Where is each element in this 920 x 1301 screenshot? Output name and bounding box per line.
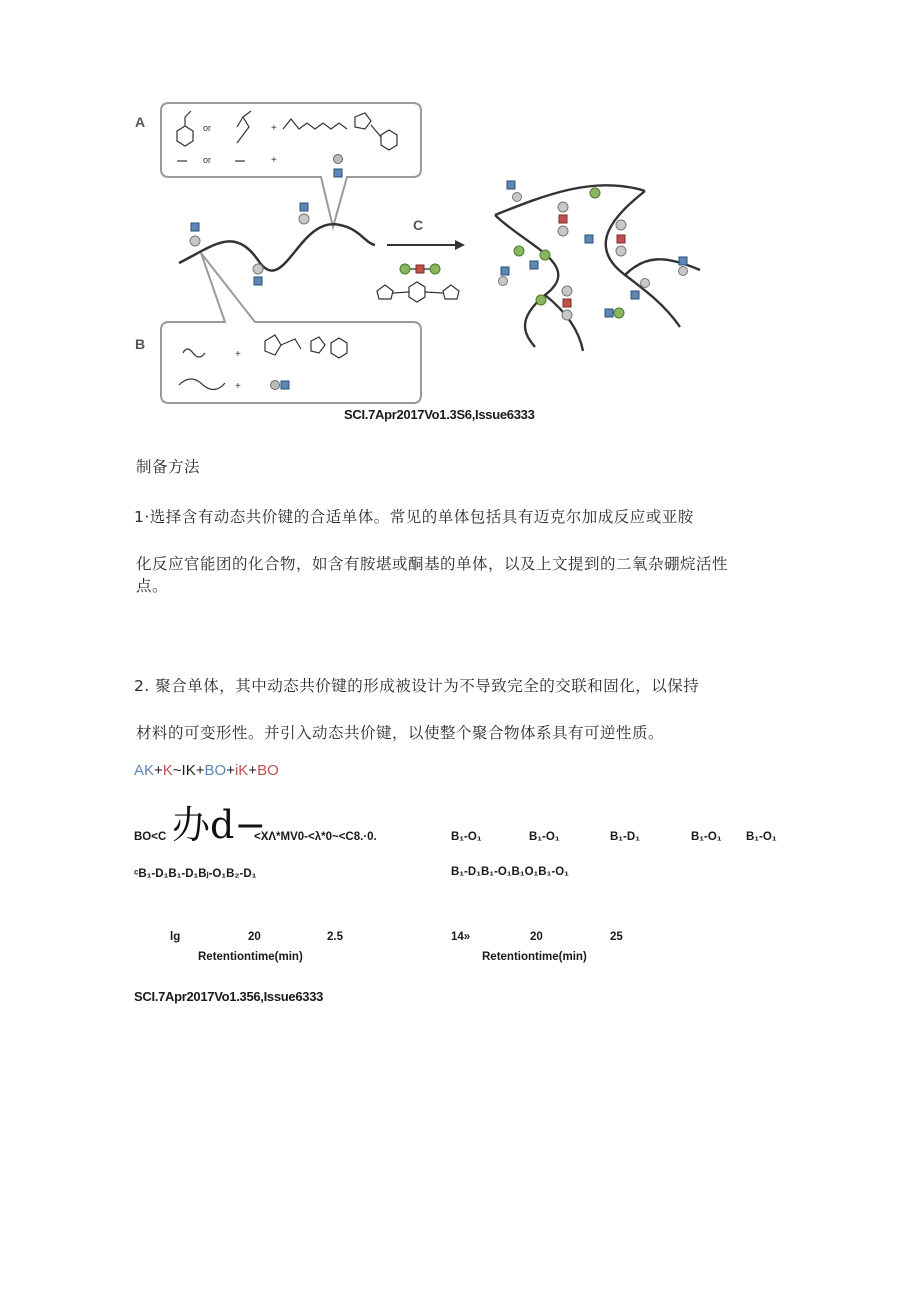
chart-left-tick-2: 20 [248, 931, 261, 943]
panel-a-callout [161, 103, 421, 227]
chart-left-xlabel: Retentiontime(min) [198, 951, 303, 963]
chart-right-row2: B₁-D₁B₁-O₁B₁O₁B₁-O₁ [451, 866, 569, 878]
panel-b-label: B [135, 336, 146, 352]
legend-plus-3: + [248, 762, 258, 779]
plus-label-1: + [271, 123, 277, 134]
chart-right-row1-d: B₁-O₁ [691, 831, 722, 843]
step1-line2: 化反应官能团的化合物，如含有胺堪或酮基的单体，以及上文提到的二氧杂硼烷活性 [136, 555, 729, 573]
section-title: 制备方法 [136, 458, 201, 476]
chart-right-row1-c: B₁-D₁ [610, 831, 640, 843]
legend-ak: AK [134, 762, 155, 779]
step1-line1: 1·选择含有动态共价键的合适单体。常见的单体包括具有迈克尔加成反应或亚胺 [134, 508, 694, 526]
chart-left-row1-suffix: <XΛ*MV0-<λ*0~<C8.·0. [254, 831, 377, 843]
color-legend [134, 762, 279, 779]
chart-left-row1-big: 办d− [172, 803, 267, 847]
chart-right-tick-2: 20 [530, 931, 543, 943]
chart-right-row1-e: B₁-O₁ [746, 831, 777, 843]
or-label-2: or [203, 155, 212, 165]
chart-right-tick-3: 25 [610, 931, 623, 943]
step1-line3: 点。 [136, 577, 169, 595]
crosslinker-icon [400, 264, 440, 274]
figure-caption: SCI.7Apr2017Vo1.3S6,Issue6333 [344, 407, 535, 422]
network-crosslink-1 [558, 202, 568, 236]
legend-plus-2: + [226, 762, 235, 779]
plus-label-2: + [271, 155, 277, 166]
chart-right-tick-1: 14» [451, 931, 471, 943]
network-crosslink-3 [562, 286, 572, 320]
step2-line2: 材料的可变形性。并引入动态共价键，以使整个聚合物体系具有可逆性质。 [136, 724, 665, 742]
legend-plus-1: + [154, 762, 163, 779]
legend-k: K [162, 762, 173, 779]
step2-line1: 2. 聚合单体，其中动态共价键的形成被设计为不导致完全的交联和固化，以保持 [134, 677, 700, 695]
pendant-group-1 [190, 223, 200, 246]
chart-left-tick-3: 2.5 [327, 931, 343, 943]
pendant-group-3 [299, 203, 309, 224]
panel-a-label: A [135, 114, 146, 130]
legend-bo-1: BO [204, 762, 227, 779]
chart-left-row1-prefix: BO<C [134, 831, 167, 843]
legend-ik-2: iK [234, 762, 249, 779]
caption-2: SCI.7Apr2017Vo1.356,Issue6333 [134, 989, 324, 1004]
panel-b-callout [161, 253, 421, 403]
crosslinked-network [495, 185, 700, 351]
reaction-arrow [387, 240, 465, 250]
plus-label-3: + [235, 349, 241, 360]
chart-right-row1-b: B₁-O₁ [529, 831, 560, 843]
pendant-group-2 [253, 264, 263, 285]
chart-right-xlabel: Retentiontime(min) [482, 951, 587, 963]
plus-label-4: + [235, 381, 241, 392]
legend-ik: ~IK+ [172, 762, 205, 779]
network-crosslink-2 [616, 220, 626, 256]
legend-bo-2: BO [257, 762, 279, 779]
reaction-scheme-figure [125, 95, 715, 415]
chart-left-row2: ᶜB₁-D₁B₁-D₁Bⱼ-O₁B₂-D₁ [134, 868, 257, 880]
chart-right-row1-a: B₁-O₁ [451, 831, 482, 843]
panel-c-label: C [413, 217, 424, 233]
chart-left-tick-1: lg [170, 931, 181, 943]
or-label-1: or [203, 123, 212, 133]
